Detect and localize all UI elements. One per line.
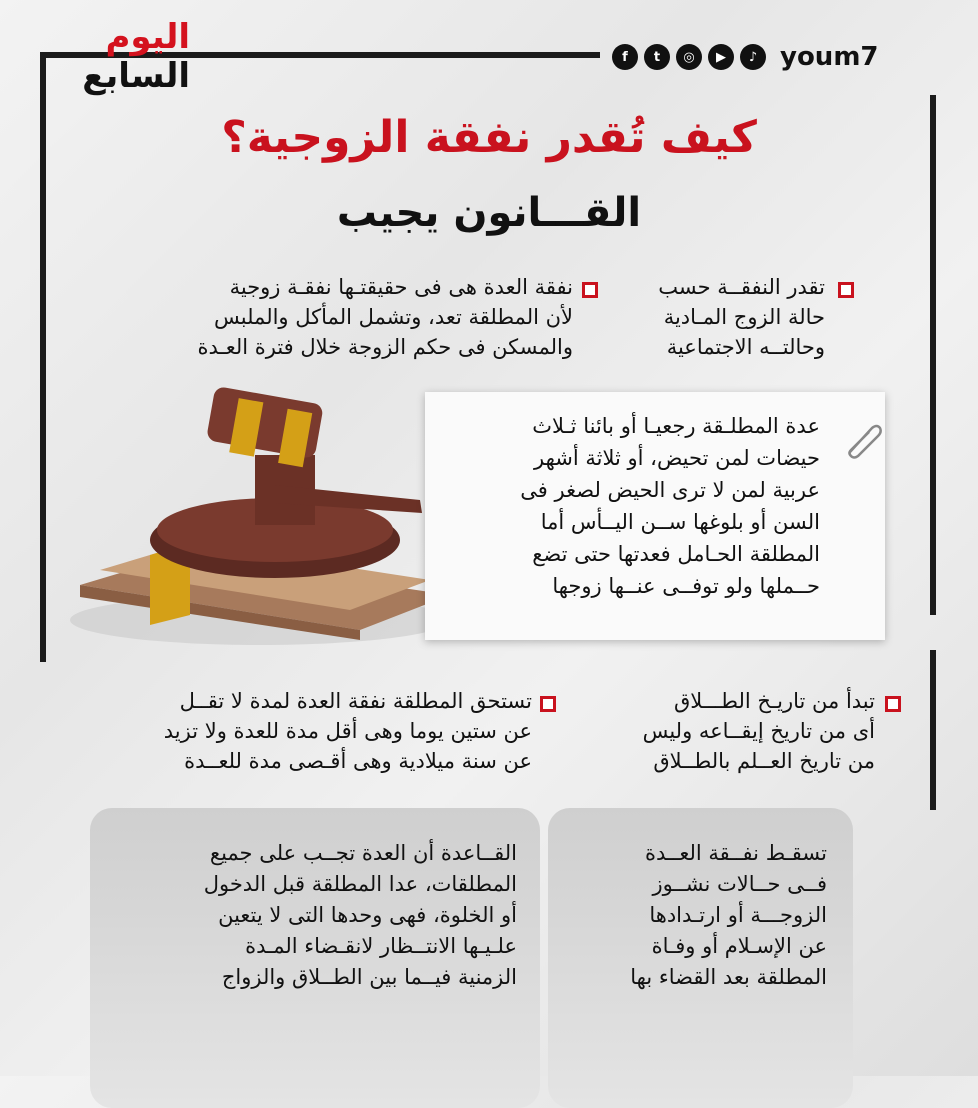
bullet-icon — [582, 282, 598, 298]
text-line: نفقة العدة هى فى حقيقتـها نفقـة زوجية — [229, 275, 573, 299]
text-line: عدة المطلـقة رجعيـا أو بائنا ثـلاث — [532, 414, 820, 438]
text-line: حالة الزوج المـادية — [663, 305, 825, 329]
text-line: تقدر النفقــة حسب — [658, 275, 825, 299]
text-line: والمسكن فى حكم الزوجة خلال فترة العـدة — [197, 335, 573, 359]
text-line: الزوجـــة أو ارتـدادها — [649, 903, 827, 927]
social-bar — [612, 40, 879, 74]
text-line: عن ستين يوما وهى أقل مدة للعدة ولا تزيد — [163, 719, 532, 743]
text-line: فــى حــالات نشــوز — [652, 872, 827, 896]
text-line: المطلقات، عدا المطلقة قبل الدخول — [203, 872, 517, 896]
frame-right-line — [930, 95, 936, 615]
bullet-icon — [838, 282, 854, 298]
text-line: من تاريخ العــلم بالطــلاق — [653, 749, 875, 773]
frame-right-line-lower — [930, 650, 936, 810]
text-line: حــملها ولو توفــى عنــها زوجها — [552, 574, 820, 598]
tiktok-icon[interactable]: ♪ — [740, 44, 766, 70]
bullet-icon — [885, 696, 901, 712]
text-line: حيضات لمن تحيض، أو ثلاثة أشهر — [534, 446, 820, 470]
text-line: المطلقة الحـامل فعدتها حتى تضع — [532, 542, 820, 566]
text-line: وحالتــه الاجتماعية — [666, 335, 825, 359]
logo-line-2: السابع — [82, 56, 190, 96]
paperclip-icon — [842, 420, 882, 460]
brand-name: youm7 — [780, 42, 879, 72]
point-duration — [70, 686, 532, 776]
youtube-icon[interactable]: ▶ — [708, 44, 734, 70]
text-line: عن الإسـلام أو وفـاة — [651, 934, 827, 958]
twitter-icon[interactable]: t — [644, 44, 670, 70]
youm7-logo — [84, 18, 190, 102]
text-line: أو الخلوة، فهى وحدها التى لا يتعين — [218, 903, 517, 927]
text-line: تسقـط نفــقة العــدة — [645, 841, 827, 865]
text-line: علـيـها الانتــظار لانقـضاء المـدة — [245, 934, 517, 958]
text-line: تبدأ من تاريـخ الطـــلاق — [674, 689, 875, 713]
point-iddah-nafaqa — [118, 272, 573, 362]
point-nafaqa-estimation — [620, 272, 825, 362]
point-start-date — [575, 686, 875, 776]
note-iddah-periods — [465, 410, 820, 602]
text-line: القــاعدة أن العدة تجــب على جميع — [209, 841, 517, 865]
text-line: لأن المطلقة تعد، وتشمل المأكل والملبس — [214, 305, 573, 329]
page-subtitle: القـــانون يجيب — [336, 190, 642, 236]
bullet-icon — [540, 696, 556, 712]
text-line: المطلقة بعد القضاء بها — [630, 965, 827, 989]
gavel-money-illustration — [60, 375, 460, 650]
text-line: تستحق المطلقة نفقة العدة لمدة لا تقــل — [179, 689, 532, 713]
text-line: الزمنية فيــما بين الطــلاق والزواج — [221, 965, 517, 989]
text-line: عن سنة ميلادية وهى أقـصى مدة للعــدة — [184, 749, 532, 773]
point-rule — [112, 838, 517, 993]
text-line: السن أو بلوغها ســن اليــأس أما — [540, 510, 820, 534]
text-line: عربية لمن لا ترى الحيض لصغر فى — [520, 478, 820, 502]
point-cessation — [572, 838, 827, 993]
text-line: أى من تاريخ إيقــاعه وليس — [642, 719, 875, 743]
instagram-icon[interactable]: ◎ — [676, 44, 702, 70]
page-title: كيف تُقدر نفقة الزوجية؟ — [221, 112, 757, 163]
facebook-icon[interactable]: f — [612, 44, 638, 70]
logo-line-1: اليوم — [105, 17, 190, 57]
